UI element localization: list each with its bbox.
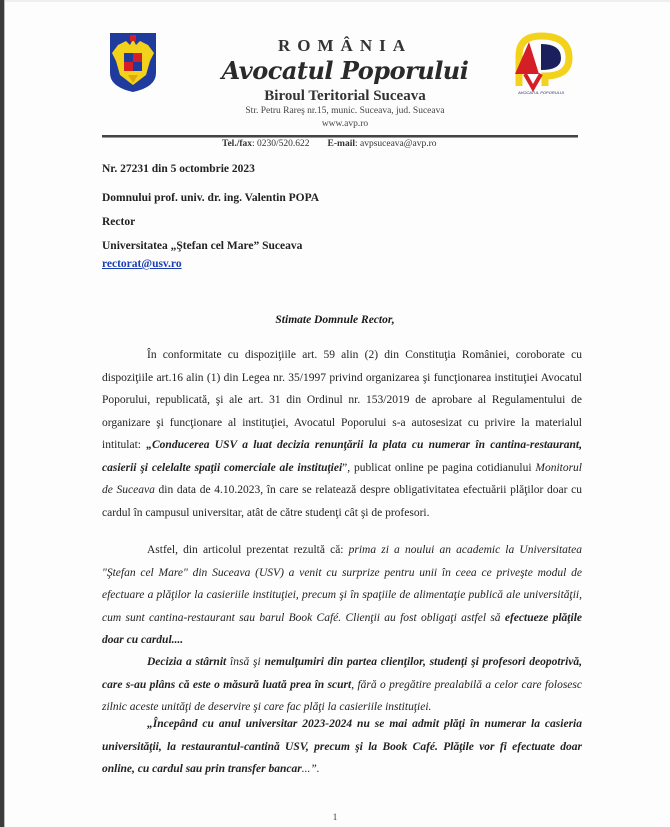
- p4-quote-end: ...”.: [301, 763, 320, 775]
- paragraph-2: [102, 539, 582, 652]
- romania-coat-of-arms-icon: [108, 31, 158, 93]
- p3-italic-1: însă şi: [226, 656, 265, 668]
- viewer-left-edge-highlight: [4, 0, 5, 827]
- p1-text-3: din data de 4.10.2023, în care se relatează despre obligativitatea efectuării plăţilor doar cu cardul în campusul universitar, atât de către studenţi cât şi de profesori.: [102, 484, 582, 519]
- paragraph-3: [102, 651, 582, 719]
- p1-text-2: ”, publicat online pe pagina cotidianului: [342, 461, 536, 474]
- email-value: : avpsuceava@avp.ro: [354, 139, 437, 149]
- letterhead-office: Biroul Teritorial Suceava: [264, 88, 426, 104]
- email-label: E-mail: [327, 139, 355, 149]
- avp-logo-icon: [505, 30, 577, 96]
- p3-italic-2: , fără o pregătire prealabilă a celor care folosesc zilnic aceste unităţi de deservire şi care fac plăţi la casieriile instituţiei.: [102, 678, 582, 713]
- p1-article-title: „Conducerea USV a luat decizia renunţării la plata cu numerar în cantina-restaurant, casierii şi celelalte spaţii comerciale ale instituţiei: [102, 439, 582, 474]
- salutation: Stimate Domnule Rector,: [275, 314, 395, 326]
- recipient-institution: Universitatea „Ştefan cel Mare” Suceava: [102, 240, 303, 252]
- tel-label: Tel./fax: [222, 139, 252, 149]
- p2-quote: prima zi a noului an academic la Universitatea "Ştefan cel Mare" din Suceava (USV) a venit cu surprize pentru unii în ceea ce priveşte modul de efectuare a plăţilor la casieriile instituţiei, precum şi în spaţiile de alimentaţie publică ale universităţii, cum sunt cantina-restaurant sau barul Book Café. Clienţii au fost obligaţi astfel să: [102, 544, 582, 624]
- letterhead-address: Str. Petru Rareş nr.15, munic. Suceava, jud. Suceava: [245, 106, 445, 116]
- tel-value: : 0230/520.622: [252, 139, 310, 149]
- page-number: 1: [332, 812, 338, 822]
- letterhead-contact: [222, 139, 437, 149]
- p1-newspaper: Monitorul de Suceava: [102, 461, 582, 496]
- paragraph-4: [102, 713, 582, 781]
- viewer-top-edge: [5, 0, 670, 2]
- p3-bold-2: nemulţumiri din partea clienţilor, studenţi şi profesori deopotrivă, care s-au plâns că este o măsură luată prea în scurt: [102, 656, 583, 691]
- recipient-name: Domnului prof. univ. dr. ing. Valentin POPA: [102, 192, 320, 204]
- p1-text: În conformitate cu dispoziţiile art. 59 alin (2) din Constituţia României, coroborate cu dispoziţiile art.16 alin (1) din Legea nr. 35/1997 privind organizarea şi funcţionarea instituţiei Avocatul Poporului, republicată, şi ale art. 31 din Ordinul nr. 153/2019 de aprobare al Regulamentului de organizare şi funcţionare al instituţiei, Avocatul Poporului s-a autosesizat cu privire la materialul intitulat:: [102, 349, 582, 451]
- p2-text: Astfel, din articolul prezentat rezultă că:: [147, 544, 349, 556]
- reference-number: Nr. 27231 din 5 octombrie 2023: [102, 163, 255, 175]
- p4-quote: „Începând cu anul universitar 2023-2024 nu se mai admit plăţi în numerar la casieria universităţii, la restaurantul-cantină USV, precum şi la Book Café. Plăţile vor fi efectuate doar online, cu cardul sau prin transfer bancar: [102, 718, 582, 775]
- letterhead-divider-shadow: [102, 137, 578, 138]
- recipient-title: Rector: [102, 216, 136, 228]
- p2-quote-bold: efectueze plăţile doar cu cardul....: [102, 611, 582, 646]
- letterhead-website: www.avp.ro: [321, 119, 369, 129]
- p3-bold-1: Decizia a stârnit: [147, 656, 227, 668]
- recipient-email-link[interactable]: rectorat@usv.ro: [102, 258, 182, 270]
- letterhead-institution: Avocatul Poporului: [221, 56, 469, 85]
- avp-logo-text: AVOCATUL POPORULUI: [518, 90, 564, 95]
- letterhead-country: ROMÂNIA: [278, 36, 412, 55]
- paragraph-1: [102, 344, 582, 524]
